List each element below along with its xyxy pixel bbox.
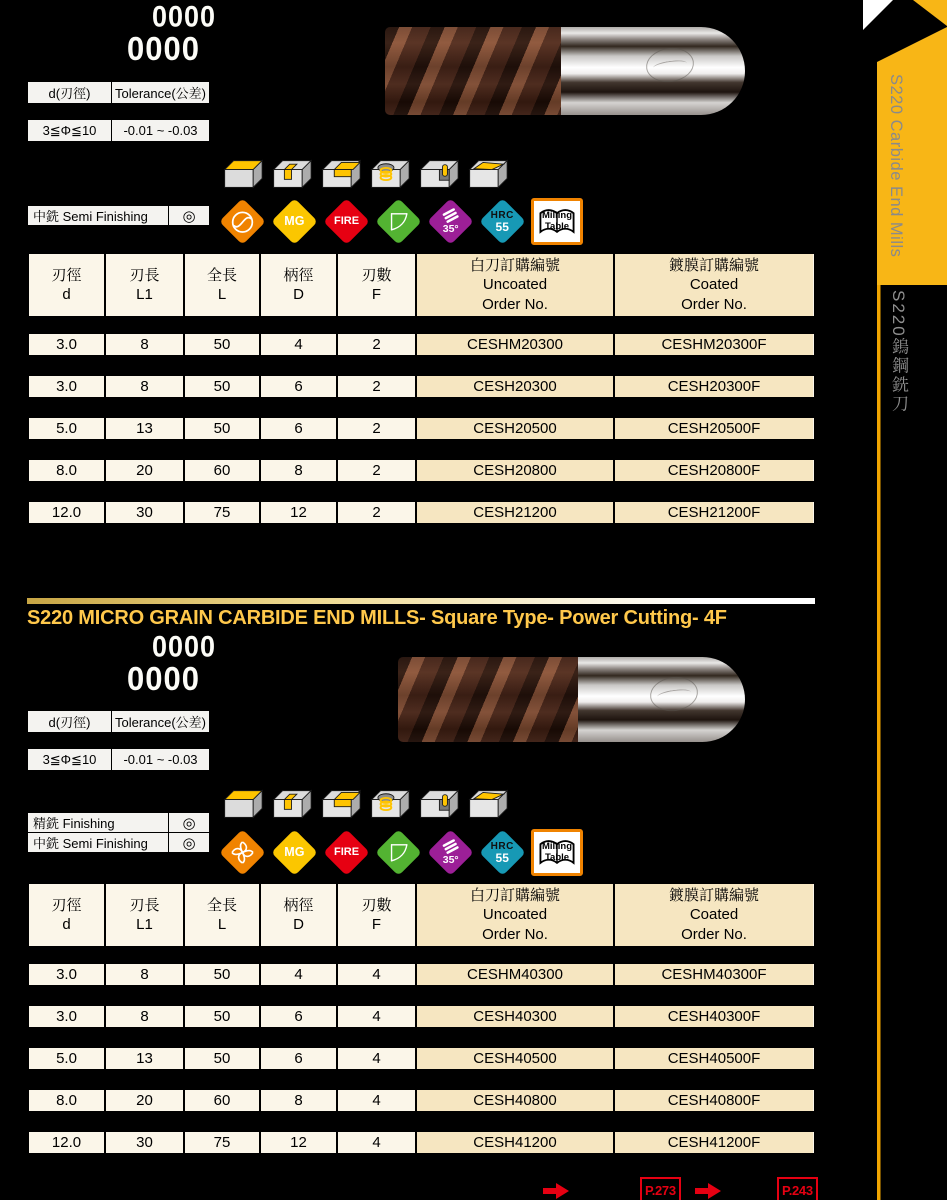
right-arrow-icon — [543, 1183, 569, 1199]
order-no-cell: CESH20800 — [417, 460, 615, 481]
hardness-badge — [479, 829, 526, 876]
milling-table-label-1: Milling — [541, 841, 573, 853]
tolerance-diameter-range: 3≦Φ≦10 — [28, 749, 112, 770]
hrc-value: 55 — [495, 850, 509, 865]
col-header-coated: 鍍膜訂購編號 Coated Order No. — [615, 884, 813, 946]
spec-cell: 3.0 — [29, 1006, 106, 1027]
hardness-badge — [479, 198, 526, 245]
right-arrow-icon — [695, 1183, 721, 1199]
order-no-cell: CESH40500F — [615, 1048, 813, 1069]
section-title: S220 MICRO GRAIN CARBIDE END MILLS- Square Type- Power Cutting- 4F — [27, 607, 727, 629]
spec-cell: 5.0 — [29, 418, 106, 439]
tolerance-header-tolerance: Tolerance(公差) — [114, 86, 207, 101]
spec-cell: 12.0 — [29, 502, 106, 523]
table-row — [27, 1004, 816, 1029]
helix-angle-badge — [427, 829, 474, 876]
fire-label: FIRE — [333, 846, 359, 858]
brand-watermark — [643, 45, 695, 85]
order-no-cell: CESH20500 — [417, 418, 615, 439]
tolerance-diameter-range: 3≦Φ≦10 — [28, 120, 112, 141]
section-divider-bar — [27, 598, 815, 604]
table-row — [27, 374, 816, 399]
corner-profile-icon — [386, 840, 411, 865]
sidebar-series-label-zh: S220鎢鋼銑刀 — [889, 290, 908, 414]
micro-grain-badge — [271, 198, 318, 245]
order-no-cell: CESH40500 — [417, 1048, 615, 1069]
col-header-flute-length: 刃長 L1 — [106, 884, 185, 946]
sidebar-series-label-en[interactable]: S220 Carbide End Mills — [887, 74, 905, 258]
finishing-row — [28, 832, 209, 852]
table-row — [27, 962, 816, 987]
flute-cross-section-badge — [219, 829, 266, 876]
dimension-value: 0000 — [152, 630, 217, 664]
tolerance-value: -0.01 ~ -0.03 — [123, 123, 198, 138]
brand-watermark — [648, 674, 700, 714]
finishing-row — [28, 206, 209, 225]
tolerance-header-tolerance: Tolerance(公差) — [114, 715, 207, 730]
spec-table-body — [27, 332, 816, 525]
spec-cell: 30 — [106, 502, 185, 523]
dimension-value: 0000 — [152, 0, 217, 34]
page-ref-milling-table[interactable]: P.243 — [777, 1177, 818, 1200]
milling-table-label-1: Milling — [541, 210, 573, 222]
tolerance-value-row — [27, 119, 210, 142]
end-mill-flutes — [398, 657, 578, 742]
spec-cell: 4 — [338, 1132, 417, 1153]
hrc-label: HRC — [490, 840, 514, 852]
corner-profile-icon — [386, 209, 411, 234]
milling-table-label-2: Table — [544, 220, 570, 232]
spec-cell: 50 — [185, 964, 261, 985]
two-flute-icon — [230, 210, 254, 234]
helical-interpolation-icon — [369, 156, 410, 192]
face-milling-icon — [222, 786, 263, 822]
col-header-overall-length: 全長 L — [185, 884, 261, 946]
helix-angle-label: 35° — [442, 854, 458, 867]
finishing-rating: ◎ — [168, 206, 209, 225]
mg-label: MG — [283, 214, 305, 229]
order-no-cell: CESH40800 — [417, 1090, 615, 1111]
table-row — [27, 500, 816, 525]
table-row — [27, 1046, 816, 1071]
four-flute-icon — [230, 840, 255, 865]
end-mill-shank — [578, 657, 745, 742]
spec-cell: 8 — [261, 1090, 338, 1111]
milling-table-label-2: Table — [544, 851, 570, 863]
finishing-label: 精銑 Finishing — [33, 816, 115, 831]
finishing-label: 中銑 Semi Finishing — [33, 836, 148, 851]
tolerance-value: -0.01 ~ -0.03 — [123, 752, 198, 767]
col-header-uncoated: 白刀訂購編號 Uncoated Order No. — [417, 884, 615, 946]
finishing-capability-table — [27, 205, 210, 226]
dimension-value: 0000 — [127, 659, 200, 698]
spec-cell: 3.0 — [29, 376, 106, 397]
spec-cell: 50 — [185, 1006, 261, 1027]
mg-label: MG — [283, 845, 305, 860]
spec-cell: 2 — [338, 502, 417, 523]
step-milling-icon — [320, 786, 361, 822]
spec-cell: 3.0 — [29, 964, 106, 985]
flute-cross-section-badge — [219, 198, 266, 245]
spec-cell: 6 — [261, 1006, 338, 1027]
finishing-rating: ◎ — [168, 813, 209, 832]
dimension-value: 0000 — [127, 29, 200, 68]
machining-operations-row — [222, 156, 508, 192]
drilling-icon — [418, 156, 459, 192]
col-header-shank-diameter: 柄徑 D — [261, 884, 338, 946]
spiral-flute-icon — [439, 208, 462, 223]
order-no-cell: CESH40800F — [615, 1090, 813, 1111]
order-no-cell: CESHM40300 — [417, 964, 615, 985]
table-row — [27, 1088, 816, 1113]
spec-cell: 8 — [106, 334, 185, 355]
col-header-uncoated: 白刀訂購編號 Uncoated Order No. — [417, 254, 615, 316]
tolerance-header-row — [27, 81, 210, 104]
order-no-cell: CESH40300F — [615, 1006, 813, 1027]
face-milling-icon — [222, 156, 263, 192]
col-header-coated: 鍍膜訂購編號 Coated Order No. — [615, 254, 813, 316]
end-mill-photo-2f — [385, 27, 745, 115]
order-no-cell: CESH21200 — [417, 502, 615, 523]
spec-cell: 50 — [185, 376, 261, 397]
spec-cell: 3.0 — [29, 334, 106, 355]
hrc-label: HRC — [490, 209, 514, 221]
tolerance-value-row — [27, 748, 210, 771]
fire-coating-badge — [323, 198, 370, 245]
spiral-flute-icon — [439, 839, 462, 854]
spec-cell: 8.0 — [29, 1090, 106, 1111]
table-row — [27, 332, 816, 357]
spec-cell: 20 — [106, 460, 185, 481]
tolerance-header-row — [27, 710, 210, 733]
order-no-cell: CESH41200 — [417, 1132, 615, 1153]
spec-table-body — [27, 962, 816, 1155]
spec-table-header — [27, 252, 816, 318]
table-row — [27, 416, 816, 441]
spec-cell: 12 — [261, 502, 338, 523]
order-no-cell: CESHM20300 — [417, 334, 615, 355]
spec-cell: 12 — [261, 1132, 338, 1153]
end-mill-flutes — [385, 27, 561, 115]
order-no-cell: CESH20500F — [615, 418, 813, 439]
spec-cell: 13 — [106, 418, 185, 439]
spec-cell: 60 — [185, 460, 261, 481]
table-row — [27, 1130, 816, 1155]
end-mill-photo-4f — [398, 657, 745, 742]
spec-cell: 2 — [338, 460, 417, 481]
milling-table-badge — [531, 198, 583, 245]
col-header-flute-length: 刃長 L1 — [106, 254, 185, 316]
ramping-icon — [467, 786, 508, 822]
spec-cell: 13 — [106, 1048, 185, 1069]
col-header-overall-length: 全長 L — [185, 254, 261, 316]
step-milling-icon — [320, 156, 361, 192]
spec-cell: 8 — [261, 460, 338, 481]
spec-cell: 50 — [185, 418, 261, 439]
tolerance-header-diameter: d(刃徑) — [28, 82, 112, 103]
finishing-capability-table — [27, 812, 210, 853]
hrc-value: 55 — [495, 219, 509, 234]
spec-cell: 5.0 — [29, 1048, 106, 1069]
fire-label: FIRE — [333, 215, 359, 227]
spec-cell: 2 — [338, 376, 417, 397]
drilling-icon — [418, 786, 459, 822]
spec-cell: 4 — [338, 1006, 417, 1027]
tolerance-header-diameter: d(刃徑) — [28, 711, 112, 732]
spec-cell: 50 — [185, 334, 261, 355]
spec-cell: 4 — [338, 1090, 417, 1111]
slot-milling-icon — [271, 786, 312, 822]
spec-table-2f — [27, 252, 816, 525]
col-header-shank-diameter: 柄徑 D — [261, 254, 338, 316]
order-no-cell: CESH41200F — [615, 1132, 813, 1153]
order-no-cell: CESHM40300F — [615, 964, 813, 985]
col-header-flute-count: 刃數 F — [338, 254, 417, 316]
spec-cell: 4 — [338, 964, 417, 985]
feature-badges-row — [219, 829, 583, 876]
ramping-icon — [467, 156, 508, 192]
spec-cell: 8 — [106, 376, 185, 397]
helical-interpolation-icon — [369, 786, 410, 822]
order-no-cell: CESH21200F — [615, 502, 813, 523]
finishing-label: 中銑 Semi Finishing — [33, 209, 148, 224]
spec-cell: 4 — [261, 964, 338, 985]
finishing-row — [28, 813, 209, 832]
spec-cell: 2 — [338, 334, 417, 355]
slot-milling-icon — [271, 156, 312, 192]
fire-coating-badge — [323, 829, 370, 876]
spec-cell: 8 — [106, 964, 185, 985]
spec-cell: 75 — [185, 1132, 261, 1153]
spec-cell: 30 — [106, 1132, 185, 1153]
machining-operations-row — [222, 786, 508, 822]
spec-cell: 20 — [106, 1090, 185, 1111]
col-header-diameter: 刃徑 d — [29, 254, 106, 316]
milling-table-badge — [531, 829, 583, 876]
spec-cell: 50 — [185, 1048, 261, 1069]
spec-cell: 4 — [338, 1048, 417, 1069]
spec-cell: 75 — [185, 502, 261, 523]
spec-cell: 6 — [261, 1048, 338, 1069]
order-no-cell: CESHM20300F — [615, 334, 813, 355]
spec-cell: 8.0 — [29, 460, 106, 481]
spec-cell: 12.0 — [29, 1132, 106, 1153]
feature-badges-row — [219, 198, 583, 245]
order-no-cell: CESH20800F — [615, 460, 813, 481]
helix-angle-badge — [427, 198, 474, 245]
spec-cell: 4 — [261, 334, 338, 355]
order-no-cell: CESH20300F — [615, 376, 813, 397]
end-mill-shank — [561, 27, 745, 115]
micro-grain-badge — [271, 829, 318, 876]
spec-cell: 6 — [261, 376, 338, 397]
spec-table-4f — [27, 882, 816, 1155]
col-header-diameter: 刃徑 d — [29, 884, 106, 946]
square-corner-badge — [375, 198, 422, 245]
helix-angle-label: 35° — [442, 223, 458, 236]
finishing-rating: ◎ — [168, 833, 209, 852]
col-header-flute-count: 刃數 F — [338, 884, 417, 946]
order-no-cell: CESH40300 — [417, 1006, 615, 1027]
spec-table-header — [27, 882, 816, 948]
spec-cell: 60 — [185, 1090, 261, 1111]
order-no-cell: CESH20300 — [417, 376, 615, 397]
square-corner-badge — [375, 829, 422, 876]
spec-cell: 8 — [106, 1006, 185, 1027]
spec-cell: 2 — [338, 418, 417, 439]
spec-cell: 6 — [261, 418, 338, 439]
page-ref-cutting-data[interactable]: P.273 — [640, 1177, 681, 1200]
table-row — [27, 458, 816, 483]
